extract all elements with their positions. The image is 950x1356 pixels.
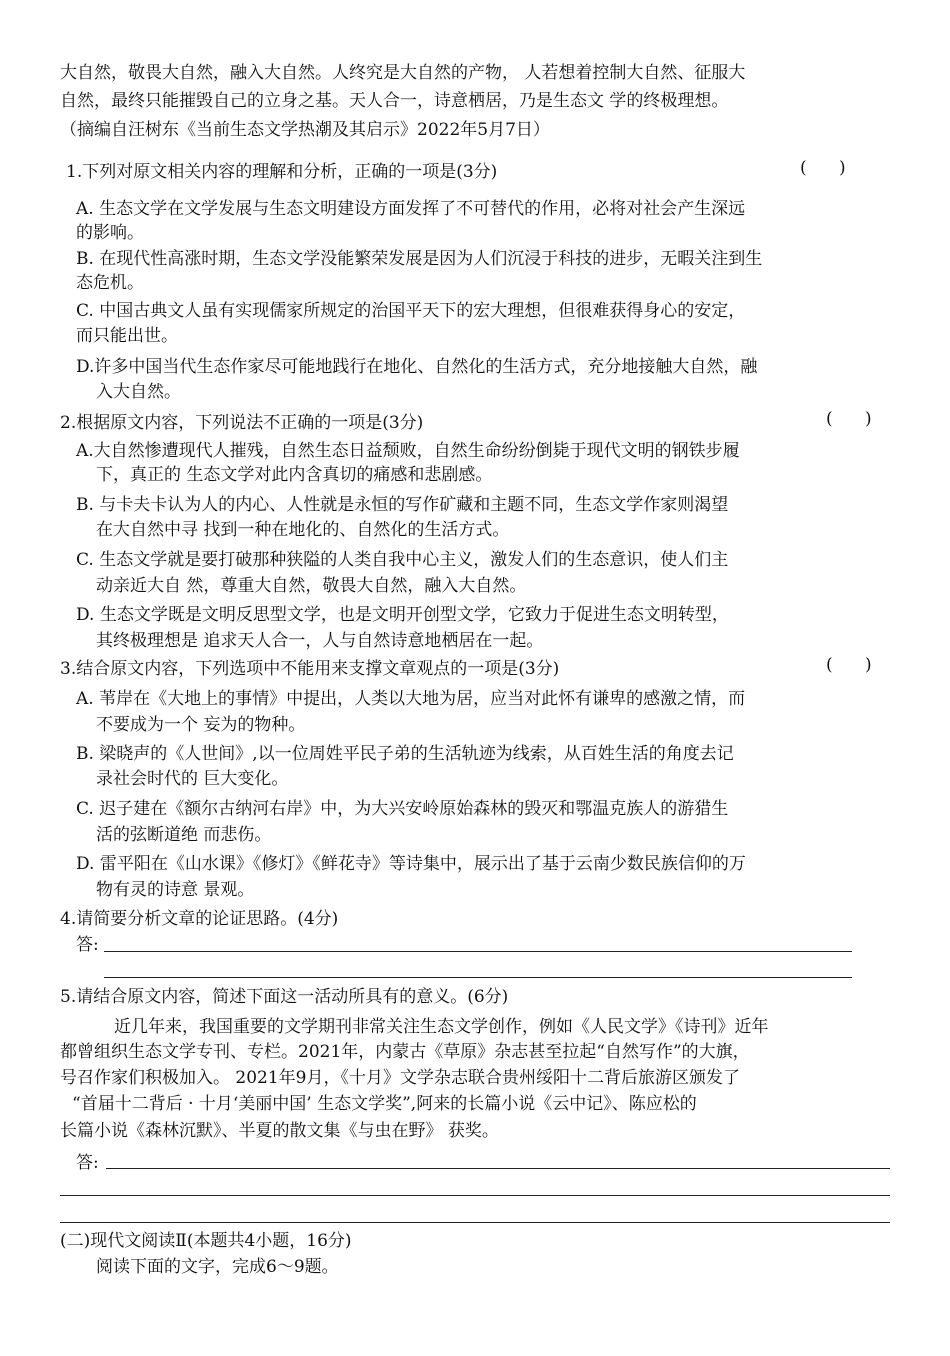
option-b-cont: 态危机。 <box>76 273 144 293</box>
passage-line: 长篇小说《森林沉默》、半夏的散文集《与虫在野》 获奖。 <box>60 1121 499 1141</box>
option-a-cont: 不要成为一个 妄为的物种。 <box>96 715 306 735</box>
option-b: B. 与卡夫卡认为人的内心、人性就是永恒的写作矿藏和主题不同，生态文学作家则渴望 <box>76 495 729 515</box>
option-c-cont: 而只能出世。 <box>76 326 178 346</box>
answer-line[interactable] <box>104 951 852 952</box>
answer-parentheses[interactable]: ( ) <box>826 655 872 675</box>
intro-line: 自然，最终只能摧毁自己的立身之基。天人合一，诗意栖居，乃是生态文 学的终极理想。 <box>60 91 729 111</box>
option-c: C. 生态文学就是要打破那种狭隘的人类自我中心主义，激发人们的生态意识，使人们主 <box>76 550 729 570</box>
answer-line[interactable] <box>60 1222 890 1223</box>
option-d-cont: 其终极理想是 追求天人合一，人与自然诗意地栖居在一起。 <box>96 631 544 651</box>
answer-label: 答: <box>76 1153 99 1173</box>
option-d: D. 生态文学既是文明反思型文学，也是文明开创型文学，它致力于促进生态文明转型， <box>76 605 729 625</box>
option-a-cont: 的影响。 <box>76 223 144 243</box>
option-b-cont: 录社会时代的 巨大变化。 <box>96 769 289 789</box>
option-d-cont: 入大自然。 <box>96 382 181 402</box>
source-citation: （摘编自汪树东《当前生态文学热潮及其启示》2022年5月7日） <box>60 120 550 140</box>
option-a: A. 苇岸在《大地上的事情》中提出，人类以大地为居，应当对此怀有谦卑的感激之情，而 <box>76 689 746 709</box>
passage-line: “首届十二背后 · 十月‘美丽中国’ 生态文学奖”,阿来的长篇小说《云中记》、陈应松的 <box>72 1094 697 1114</box>
answer-line[interactable] <box>104 977 852 978</box>
option-c-cont: 动亲近大自 然，尊重大自然，敬畏大自然，融入大自然。 <box>96 576 527 596</box>
option-a: A. 生态文学在文学发展与生态文明建设方面发挥了不可替代的作用，必将对社会产生深远 <box>76 199 746 219</box>
question-3-stem: 3.结合原文内容，下列选项中不能用来支撑文章观点的一项是(3分) <box>60 659 560 679</box>
option-a: A.大自然惨遭现代人摧残，自然生态日益颓败，自然生命纷纷倒毙于现代文明的钢铁步履 <box>76 441 740 461</box>
intro-line: 大自然，敬畏大自然，融入大自然。人终究是大自然的产物， 人若想着控制大自然、征服大 <box>60 63 746 83</box>
option-b: B. 在现代性高涨时期，生态文学没能繁荣发展是因为人们沉浸于科技的进步，无暇关注到生 <box>76 249 763 269</box>
answer-line[interactable] <box>60 1195 890 1196</box>
option-a-cont: 下，真正的 生态文学对此内含真切的痛感和悲剧感。 <box>96 465 493 485</box>
answer-parentheses[interactable]: ( ) <box>800 158 846 178</box>
section-title: (二)现代文阅读Ⅱ(本题共4小题，16分) <box>60 1231 352 1251</box>
question-5-stem: 5.请结合原文内容，简述下面这一活动所具有的意义。(6分) <box>60 987 509 1007</box>
answer-line[interactable] <box>106 1168 890 1169</box>
answer-parentheses[interactable]: ( ) <box>826 409 872 429</box>
answer-label: 答: <box>76 935 99 955</box>
option-c: C. 中国古典文人虽有实现儒家所规定的治国平天下的宏大理想，但很难获得身心的安定， <box>76 301 746 321</box>
option-c: C. 迟子建在《额尔古纳河右岸》中，为大兴安岭原始森林的毁灭和鄂温克族人的游猎生 <box>76 799 729 819</box>
question-4-stem: 4.请简要分析文章的论证思路。(4分) <box>60 909 339 929</box>
option-d-cont: 物有灵的诗意 景观。 <box>96 880 255 900</box>
question-2-stem: 2.根据原文内容，下列说法不正确的一项是(3分) <box>60 413 424 433</box>
passage-line: 号召作家们积极加入。 2021年9月，《十月》文学杂志联合贵州绥阳十二背后旅游区颁发了 <box>60 1068 740 1088</box>
option-d: D. 雷平阳在《山水课》《修灯》《鲜花寺》等诗集中，展示出了基于云南少数民族信仰的万 <box>76 854 746 874</box>
option-d: D.许多中国当代生态作家尽可能地践行在地化、自然化的生活方式，充分地接触大自然，融 <box>76 357 758 377</box>
passage-line: 都曾组织生态文学专刊、专栏。2021年，内蒙古《草原》杂志甚至拉起“自然写作”的大旗， <box>60 1042 750 1062</box>
option-b-cont: 在大自然中寻 找到一种在地化的、自然化的生活方式。 <box>96 520 510 540</box>
passage-line: 近几年来，我国重要的文学期刊非常关注生态文学创作，例如《人民文学》《诗刊》近年 <box>114 1017 769 1037</box>
section-instruction: 阅读下面的文字，完成6～9题。 <box>96 1257 339 1277</box>
option-c-cont: 活的弦断道绝 而悲伤。 <box>96 825 272 845</box>
question-1-stem: 1.下列对原文相关内容的理解和分析，正确的一项是(3分) <box>66 162 498 182</box>
option-b: B. 梁晓声的《人世间》,以一位周姓平民子弟的生活轨迹为线索，从百姓生活的角度去记 <box>76 744 734 764</box>
